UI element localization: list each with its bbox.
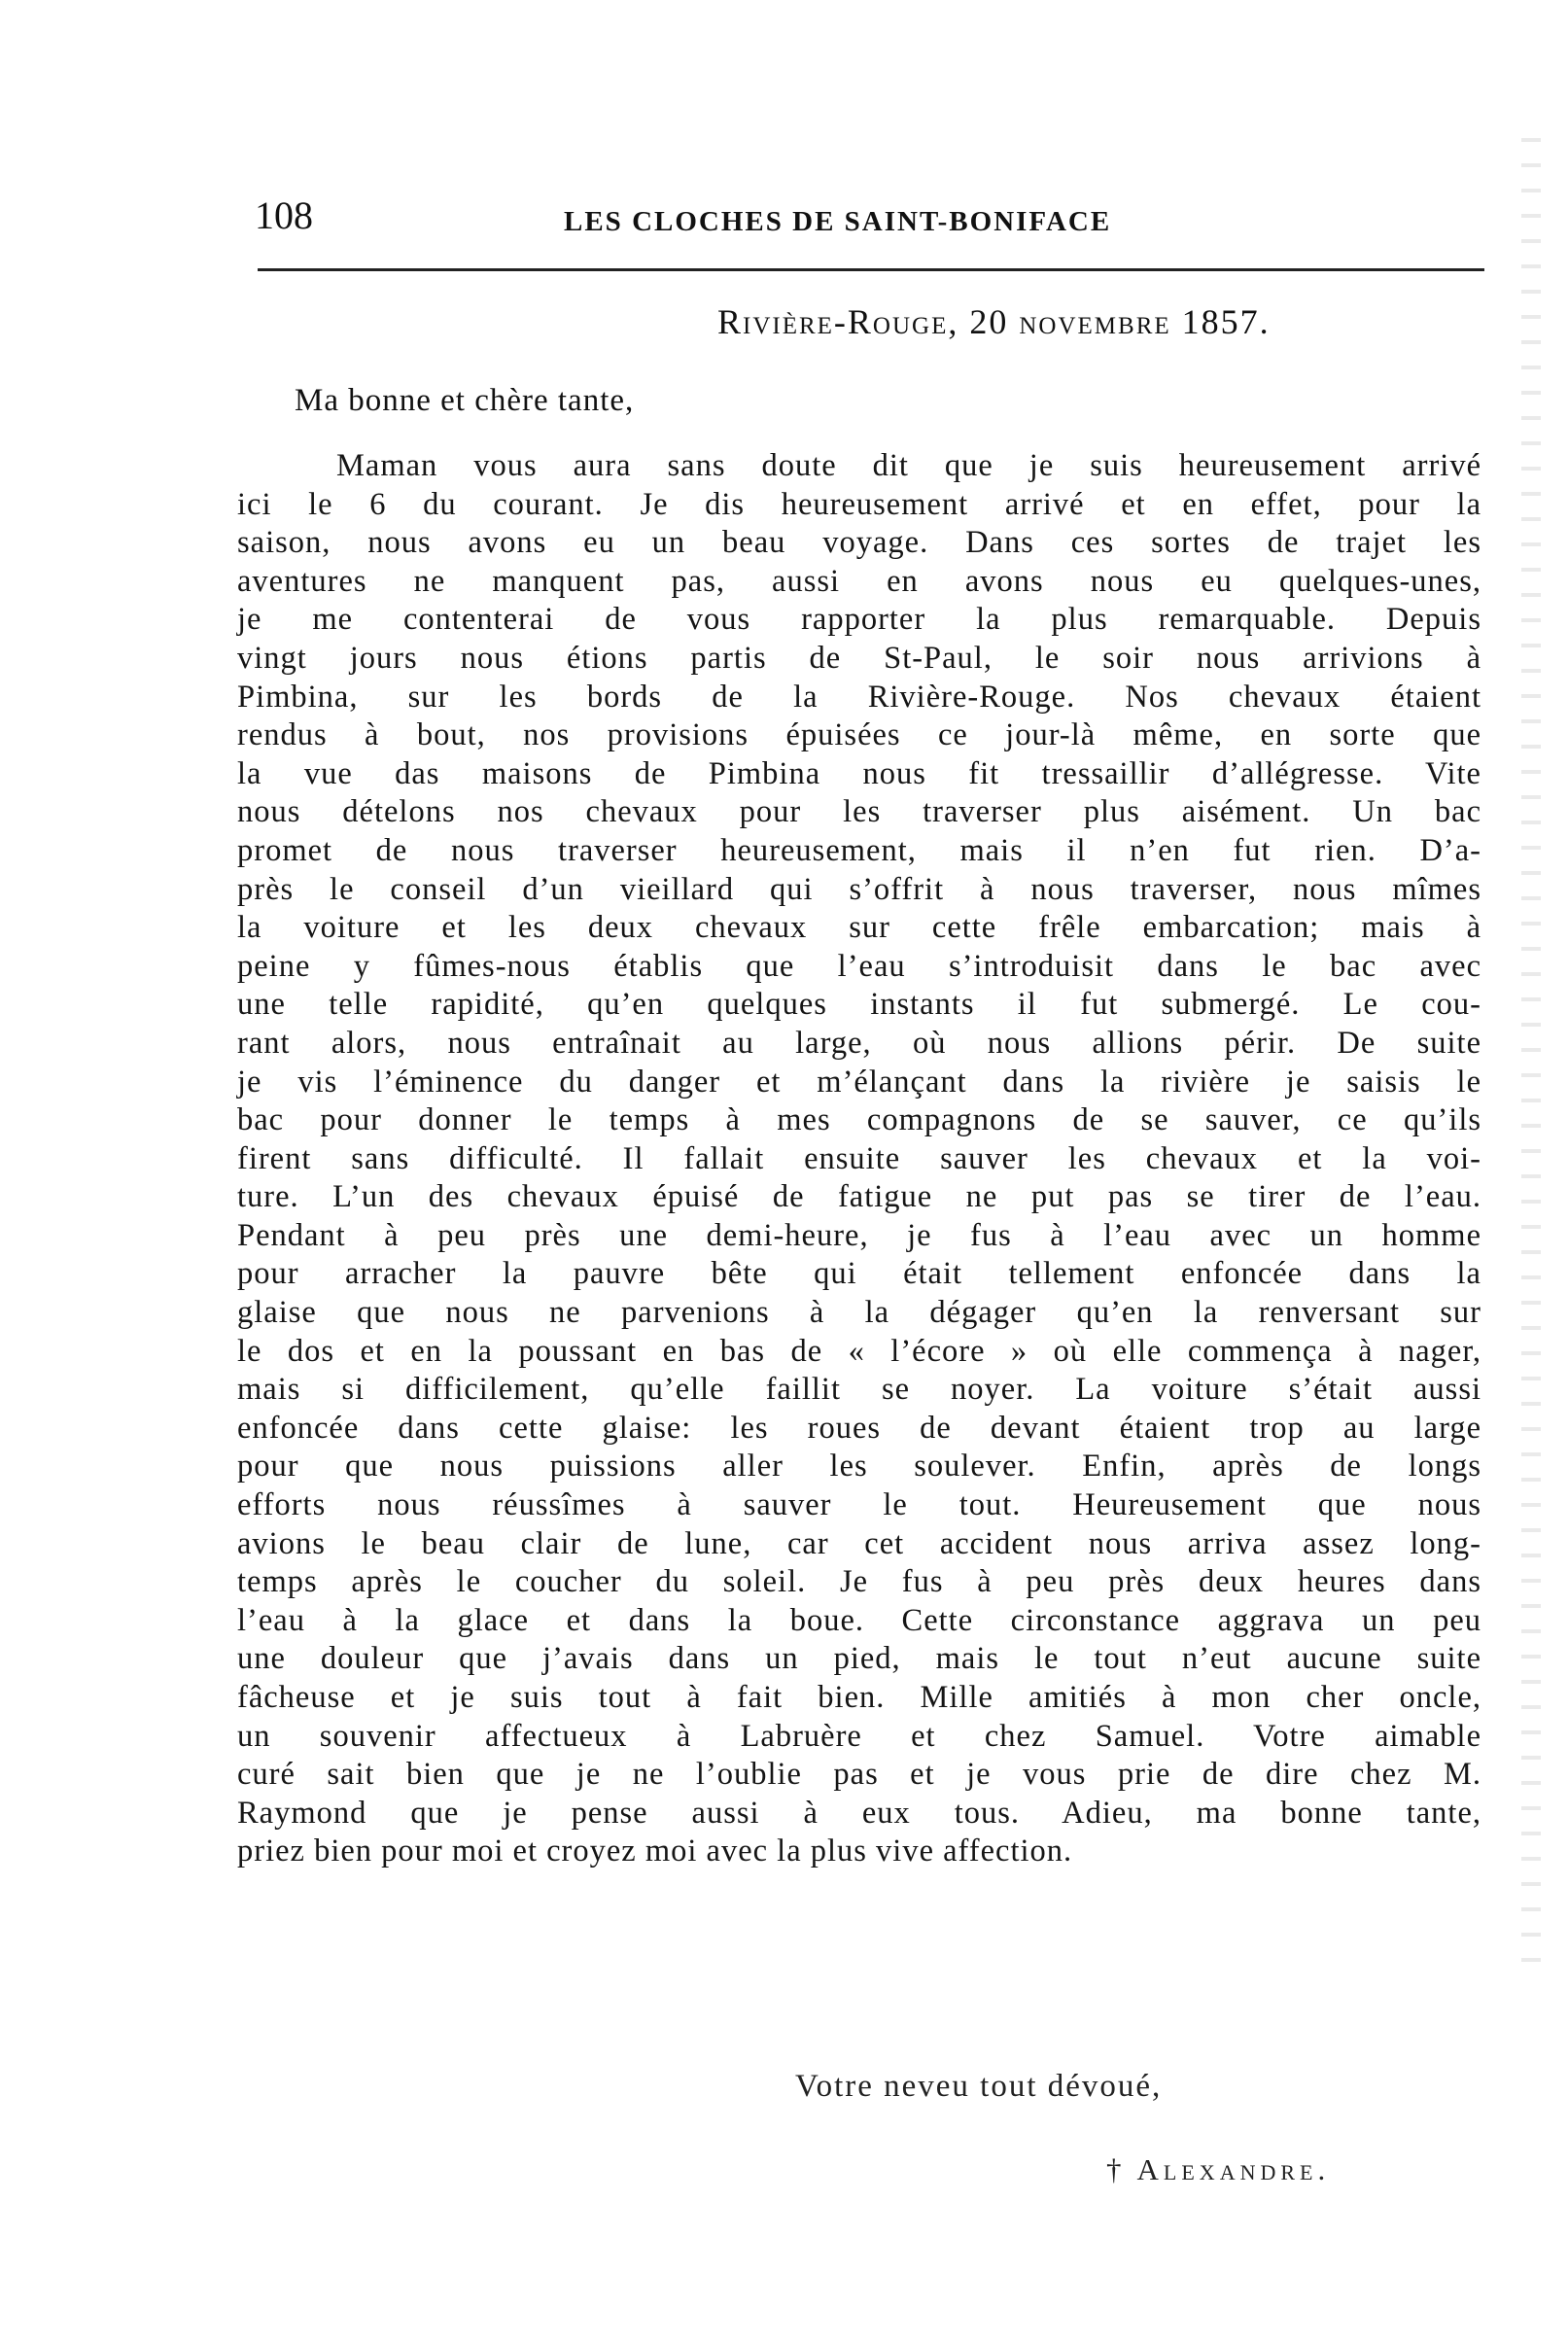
body-line: peine y fûmes-nous établis que l’eau s’introduisit dans le bac avec <box>237 948 1481 984</box>
body-line: je vis l’éminence du danger et m’élançant dans la rivière je saisis le <box>237 1064 1481 1100</box>
body-line: bac pour donner le temps à mes compagnons de se sauver, ce qu’ils <box>237 1102 1481 1138</box>
body-line: priez bien pour moi et croyez moi avec la plus vive affection. <box>237 1834 1073 1869</box>
dateline-place: Rivière-Rouge, <box>717 302 959 341</box>
letter-salutation: Ma bonne et chère tante, <box>295 383 635 418</box>
running-title: LES CLOCHES DE SAINT-BONIFACE <box>564 206 1112 237</box>
body-line: une douleur que j’avais dans un pied, mais le tout n’eut aucune suite <box>237 1641 1481 1677</box>
body-line: près le conseil d’un vieillard qui s’offrit à nous traverser, nous mîmes <box>237 871 1481 907</box>
dateline-day: 20 <box>969 302 1009 341</box>
letter-body <box>237 447 1481 1871</box>
body-line: Pimbina, sur les bords de la Rivière-Rouge. Nos chevaux étaient <box>237 679 1481 715</box>
body-line: rendus à bout, nos provisions épuisées ce jour-là même, en sorte que <box>237 717 1481 753</box>
body-line: Pendant à peu près une demi-heure, je fus à l’eau avec un homme <box>237 1217 1481 1253</box>
body-line: saison, nous avons eu un beau voyage. Dans ces sortes de trajet les <box>237 525 1481 561</box>
body-line: ture. L’un des chevaux épuisé de fatigue ne put pas se tirer de l’eau. <box>237 1179 1481 1215</box>
page-header <box>255 192 1480 251</box>
body-line: un souvenir affectueux à Labruère et chez Samuel. Votre aimable <box>237 1718 1481 1754</box>
body-line: curé sait bien que je ne l’oublie pas et je vous prie de dire chez M. <box>237 1757 1481 1793</box>
body-line: l’eau à la glace et dans la boue. Cette circonstance aggrava un peu <box>237 1602 1481 1638</box>
dateline-year: 1857. <box>1181 302 1271 341</box>
header-rule <box>258 268 1484 271</box>
body-line: la voiture et les deux chevaux sur cette frêle embarcation; mais à <box>237 910 1481 946</box>
page-number: 108 <box>255 193 313 237</box>
letter-dateline <box>717 301 1271 342</box>
body-line: firent sans difficulté. Il fallait ensuite sauver les chevaux et la voi- <box>237 1140 1481 1176</box>
body-line: pour que nous puissions aller les soulever. Enfin, après de longs <box>237 1449 1481 1484</box>
body-line: temps après le coucher du soleil. Je fus à peu près deux heures dans <box>237 1564 1481 1600</box>
body-line: enfoncée dans cette glaise: les roues de devant étaient trop au large <box>237 1410 1481 1446</box>
body-line: une telle rapidité, qu’en quelques instants il fut submergé. Le cou- <box>237 987 1481 1023</box>
body-line: avions le beau clair de lune, car cet accident nous arriva assez long- <box>237 1525 1481 1561</box>
body-line: le dos et en la poussant en bas de « l’écore » où elle commença à nager, <box>237 1333 1481 1369</box>
body-line: mais si difficilement, qu’elle faillit se noyer. La voiture s’était aussi <box>237 1372 1481 1408</box>
dateline-month: novembre <box>1019 302 1171 341</box>
body-line: pour arracher la pauvre bête qui était tellement enfoncée dans la <box>237 1256 1481 1292</box>
body-line: Maman vous aura sans doute dit que je suis heureusement arrivé <box>336 448 1481 483</box>
body-line: fâcheuse et je suis tout à fait bien. Mille amitiés à mon cher oncle, <box>237 1680 1481 1715</box>
body-line: efforts nous réussîmes à sauver le tout. Heureusement que nous <box>237 1487 1481 1523</box>
body-line: Raymond que je pense aussi à eux tous. Adieu, ma bonne tante, <box>237 1795 1481 1831</box>
body-line: vingt jours nous étions partis de St-Paul, le soir nous arrivions à <box>237 640 1481 676</box>
letter-closing: Votre neveu tout dévoué, <box>795 2069 1163 2104</box>
body-line: promet de nous traverser heureusement, mais il n’en fut rien. D’a- <box>237 832 1481 868</box>
scan-edge-marks <box>1521 117 1541 1964</box>
body-line: aventures ne manquent pas, aussi en avons nous eu quelques-unes, <box>237 563 1481 599</box>
body-line: je me contenterai de vous rapporter la plus remarquable. Depuis <box>237 602 1481 638</box>
body-line: rant alors, nous entraînait au large, où nous allions périr. De suite <box>237 1025 1481 1061</box>
body-line: nous dételons nos chevaux pour les traverser plus aisément. Un bac <box>237 794 1481 830</box>
body-line: la vue das maisons de Pimbina nous fit tressaillir d’allégresse. Vite <box>237 755 1481 791</box>
body-line: glaise que nous ne parvenions à la dégager qu’en la renversant sur <box>237 1295 1481 1331</box>
body-line: ici le 6 du courant. Je dis heureusement arrivé et en effet, pour la <box>237 486 1481 522</box>
letter-signature: † Alexandre. <box>1106 2152 1331 2186</box>
